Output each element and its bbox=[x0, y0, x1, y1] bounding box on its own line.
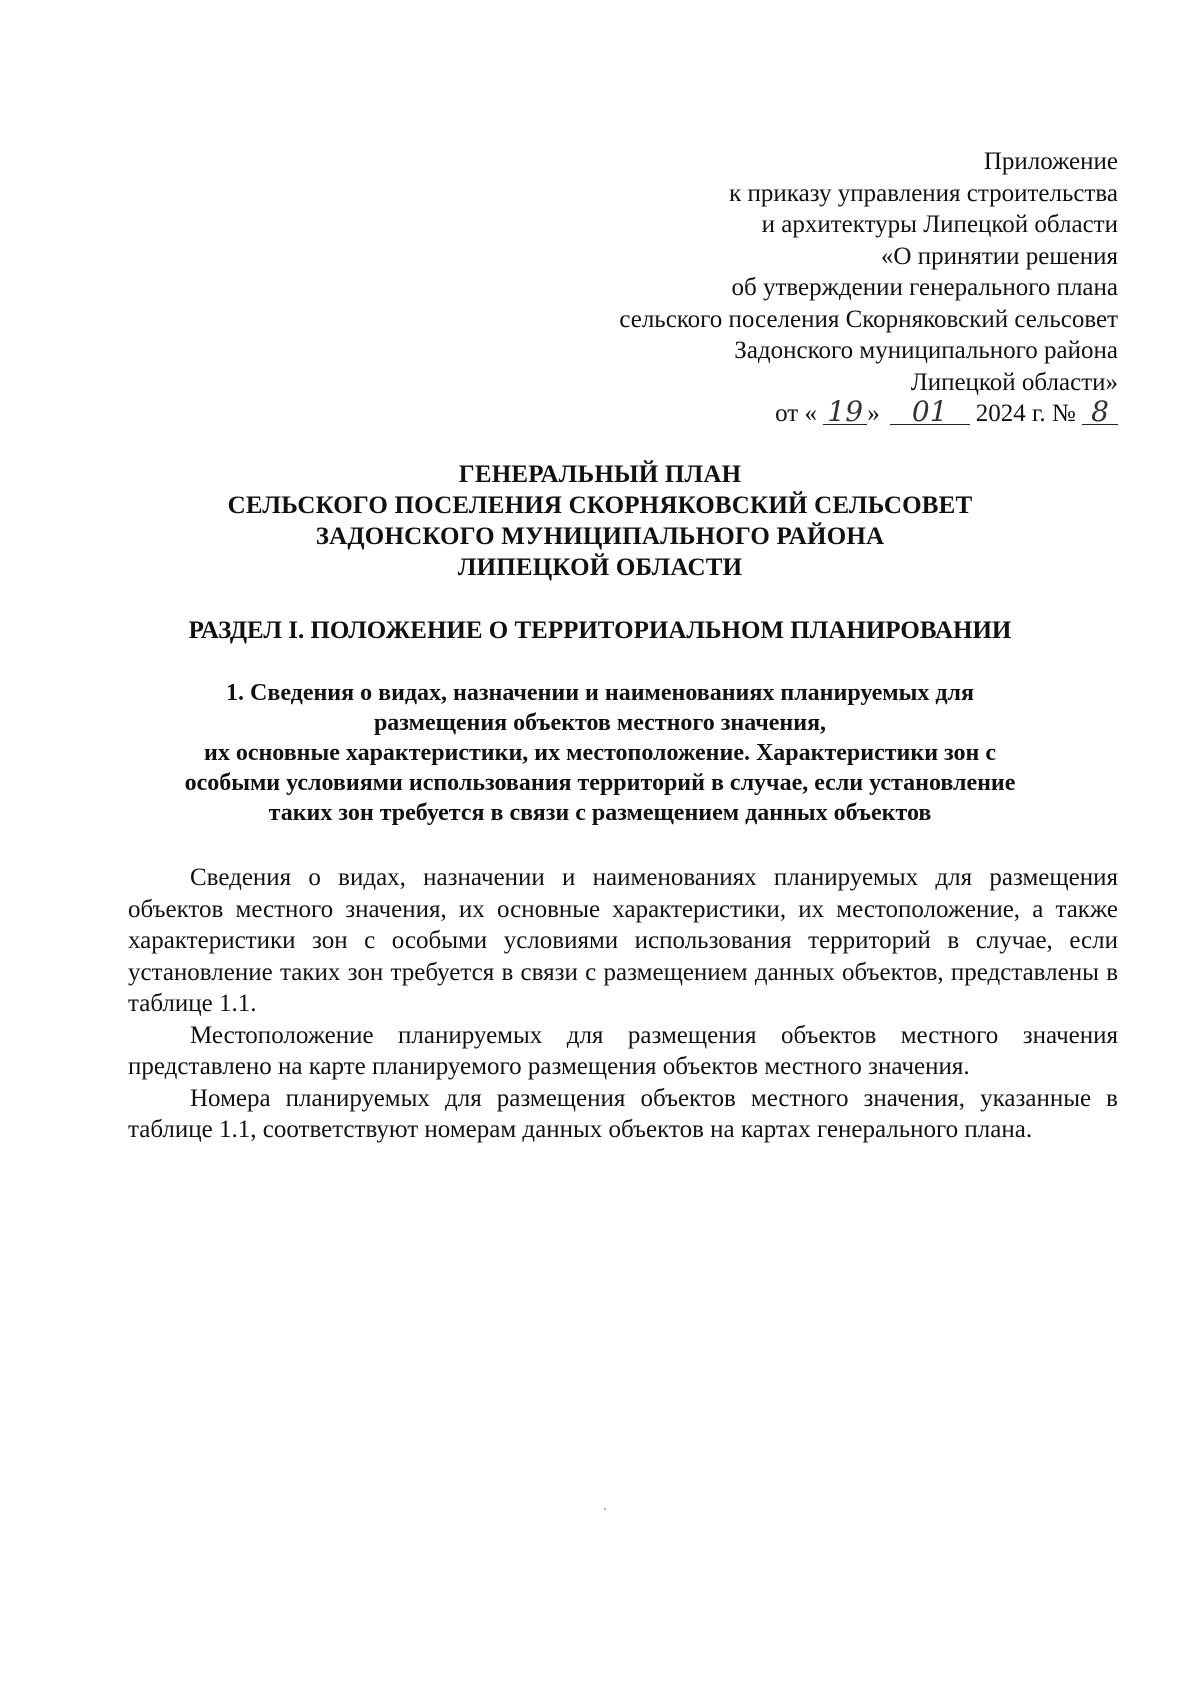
date-year: 2024 г. № bbox=[975, 400, 1076, 427]
appendix-header bbox=[498, 146, 1118, 430]
appendix-line: и архитектуры Липецкой области bbox=[761, 211, 1118, 238]
title-line: ЗАДОНСКОГО МУНИЦИПАЛЬНОГО РАЙОНА bbox=[315, 523, 885, 550]
subsection-line: 1. Сведения о видах, назначении и наименованиях планируемых для bbox=[226, 680, 974, 706]
handwritten-day: 19 bbox=[823, 400, 867, 425]
title-line: СЕЛЬСКОГО ПОСЕЛЕНИЯ СКОРНЯКОВСКИЙ СЕЛЬСОВЕТ bbox=[227, 492, 973, 519]
document-title bbox=[0, 459, 1200, 583]
appendix-line: Задонского муниципального района bbox=[734, 337, 1118, 364]
subsection-line: таких зон требуется в связи с размещением данных объектов bbox=[268, 800, 932, 826]
body-paragraph: Номера планируемых для размещения объектов местного значения, указанные в таблице 1.1, соответствуют номерам данных объектов на картах генерального плана. bbox=[128, 1084, 1118, 1143]
appendix-line: сельского поселения Скорняковский сельсовет bbox=[619, 305, 1118, 333]
appendix-line: об утверждении генерального плана bbox=[731, 274, 1118, 301]
body-paragraph: Сведения о видах, назначении и наименованиях планируемых для размещения объектов местного значения, их основные характеристики, их местоположение, а также характеристики зон с особыми условиями использования территорий в случае, если установление таких зон требуется в связи с размещением данных объектов, представлены в таблице 1.1. bbox=[128, 864, 1118, 1017]
order-date-line bbox=[498, 395, 1118, 430]
title-line: ГЕНЕРАЛЬНЫЙ ПЛАН bbox=[458, 461, 742, 488]
scan-speck bbox=[604, 1508, 606, 1510]
appendix-line: Приложение bbox=[983, 148, 1118, 175]
subsection-line: их основные характеристики, их местоположение. Характеристики зон с bbox=[204, 740, 996, 766]
subsection-line: размещения объектов местного значения, bbox=[373, 710, 827, 736]
appendix-line: к приказу управления строительства bbox=[729, 179, 1118, 207]
handwritten-doc-number: 8 bbox=[1082, 400, 1118, 425]
handwritten-month: 01 bbox=[890, 400, 970, 425]
body-text bbox=[128, 862, 1118, 1146]
date-prefix: от « bbox=[775, 400, 817, 427]
subsection-line: особыми условиями использования территорий в случае, если установление bbox=[184, 770, 1016, 796]
section-heading: РАЗДЕЛ I. ПОЛОЖЕНИЕ О ТЕРРИТОРИАЛЬНОМ ПЛАНИРОВАНИИ bbox=[188, 617, 1012, 644]
date-quote-close: » bbox=[867, 400, 880, 427]
appendix-line: Липецкой области» bbox=[910, 368, 1118, 396]
subsection-heading bbox=[0, 678, 1200, 828]
body-paragraph: Местоположение планируемых для размещения объектов местного значения представлено на карте планируемого размещения объектов местного значения. bbox=[128, 1021, 1118, 1080]
appendix-line: «О принятии решения bbox=[880, 242, 1118, 270]
title-line: ЛИПЕЦКОЙ ОБЛАСТИ bbox=[457, 554, 743, 581]
